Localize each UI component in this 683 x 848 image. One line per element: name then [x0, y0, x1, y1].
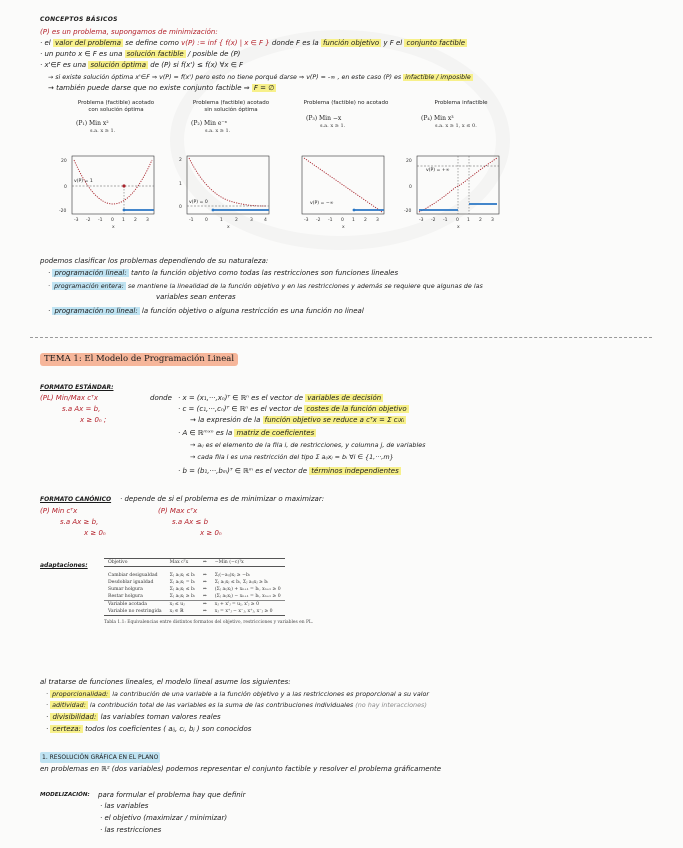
tema-title: TEMA 1: El Modelo de Programación Lineal — [40, 353, 238, 366]
def-a-row: → cada fila i es una restricción del tipo Σ aᵢⱼxⱼ = bᵢ ∀i ∈ {1,···,m} — [190, 453, 394, 461]
supuesto-item: · proporcionalidad: la contribución de una variable a la función objetivo y a las restricciones es proporcional a su valor — [46, 690, 430, 698]
plot-3-figure — [288, 148, 400, 232]
plot-2-xtick: 2 — [235, 218, 238, 223]
adaptaciones-label: adaptaciones: — [40, 562, 88, 569]
def-b: · b = (b₁,···,bₘ)ᵀ ∈ ℝᵐ es el vector de términos independientes — [178, 467, 399, 475]
table-header-cell: −Min (−c)ᵀx — [211, 559, 285, 567]
estandar-model-constraint: s.a Ax = b, — [62, 405, 101, 413]
plot-2-ytick: 2 — [179, 158, 182, 163]
supuesto-item: · certeza: todos los coeficientes ( aᵢⱼ, cᵢ, bⱼ ) son conocidos — [46, 725, 252, 733]
table-header-cell: Objetivo — [104, 559, 166, 567]
table-cell: Σⱼ aᵢⱼxⱼ ≤ bᵢ — [169, 586, 195, 592]
plot-4-constraint: s.a. x ≥ 1, x ≤ 0. — [435, 123, 477, 129]
plot-2-constraint: s.a. x ≥ 1. — [205, 128, 231, 134]
plot-2-problem: (P₂) Min e⁻ˣ — [191, 120, 228, 127]
classification-item: · programación no lineal: la función objetivo o alguna restricción es una función no lineal — [48, 307, 364, 315]
supuesto-item: · aditividad: la contribución total de las variables es la suma de las contribuciones individuales (no hay interacciones) — [46, 701, 427, 709]
table-row — [104, 579, 285, 586]
plot-1-xtick: 3 — [146, 218, 149, 223]
plot-3-xtick: 2 — [364, 218, 367, 223]
formato-canonico-heading: FORMATO CANÓNICO — [40, 496, 112, 503]
plot-4-ytick: 20 — [406, 159, 412, 164]
plot-4-xtick: 3 — [491, 218, 494, 223]
table-cell: Variable acotada — [104, 600, 166, 608]
estandar-model-objective: (PL) Min/Max cᵀx — [40, 394, 98, 402]
classification-item: · programación entera: se mantiene la linealidad de la función objetivo y en las restricciones y además se requiere que algunas de las — [48, 282, 483, 290]
table-cell: ⇔ — [202, 593, 207, 599]
donde-label: donde — [150, 394, 172, 402]
plot-2-xtick: 1 — [220, 218, 223, 223]
table-row — [104, 586, 285, 593]
table-header-cell: Max cᵀx — [166, 559, 199, 567]
resolucion-heading: 1. RESOLUCIÓN GRÁFICA EN EL PLANO — [42, 754, 159, 761]
classification-item-cont: variables sean enteras — [156, 293, 236, 301]
plot-2-xlabel: x — [227, 225, 230, 230]
table-cell: xⱼ ≤ uⱼ — [166, 600, 199, 608]
plot-2-ytick: 0 — [179, 205, 182, 210]
table-cell: Σⱼ aᵢⱼxⱼ ≤ bᵢ — [169, 572, 195, 578]
plot-1-xtick: 2 — [134, 218, 137, 223]
table-cell: (Σⱼ aᵢⱼxⱼ) + xₙ₊₁ = bᵢ, xₙ₊₁ ≥ 0 — [214, 586, 281, 592]
table-header-cell: ⇔ — [199, 559, 211, 567]
table-cell: xⱼ + x'ⱼ = uⱼ, x'ⱼ ≥ 0 — [211, 600, 285, 608]
plot-3-xlabel: x — [342, 225, 345, 230]
plot-1 — [58, 100, 170, 230]
canonico-min-objective: (P) Min cᵀx — [40, 507, 78, 515]
intro-line-2: · el valor del problema se define como v(P) := inf { f(x) | x ∈ F } donde F es la función objetivo y F el conjunto factible — [40, 39, 466, 47]
plot-1-xtick: -2 — [86, 218, 91, 223]
intro-line-6: → también puede darse que no existe conjunto factible ⇒ F = ∅ — [48, 84, 275, 92]
plot-4-figure — [403, 148, 515, 232]
plot-1-ytick: -20 — [59, 209, 67, 214]
plot-1-title: Problema (factible) acotado con solución óptima — [77, 100, 155, 113]
table-cell: Σⱼ aᵢⱼxⱼ ≤ bᵢ, Σⱼ aᵢⱼxⱼ ≥ bᵢ — [214, 579, 269, 585]
plot-4-annotation: v(P) = +∞ — [426, 168, 450, 173]
plot-2-annotation: v(P) = 0 — [189, 200, 208, 205]
plot-4-xtick: 1 — [467, 218, 470, 223]
plot-1-xlabel: x — [112, 225, 115, 230]
modelizacion-text: para formular el problema hay que definir — [98, 791, 246, 799]
plot-1-figure — [58, 148, 170, 232]
plot-2 — [173, 100, 285, 230]
plot-3-constraint: s.a. x ≥ 1. — [320, 123, 346, 129]
intro-line-1: (P) es un problema, supongamos de minimización: — [40, 28, 218, 36]
classification-intro: podemos clasificar los problemas dependiendo de su naturaleza: — [40, 257, 269, 265]
table-cell: ⇔ — [202, 586, 207, 592]
table-cell: Cambiar desigualdad — [108, 572, 158, 578]
def-a: · A ∈ ℝᵐˣⁿ es la matriz de coeficientes — [178, 429, 315, 437]
intro-line-4: · x'∈F es una solución óptima de (P) si f(x') ≤ f(x) ∀x ∈ F — [40, 61, 244, 69]
plot-1-xtick: 1 — [122, 218, 125, 223]
plot-3-xtick: 3 — [376, 218, 379, 223]
plot-4-problem: (P₄) Min x³ — [421, 115, 454, 122]
plot-3-xtick: -1 — [328, 218, 333, 223]
plot-3-title: Problema (factible) no acotado — [303, 100, 389, 106]
modelizacion-item: · el objetivo (maximizar / minimizar) — [100, 814, 228, 822]
plot-4-xtick: -2 — [431, 218, 436, 223]
plot-4-xtick: -1 — [443, 218, 448, 223]
plot-2-ytick: 1 — [179, 182, 182, 187]
plot-1-constraint: s.a. x ≥ 1. — [90, 128, 116, 134]
table-cell: (Σⱼ aᵢⱼxⱼ) − xₙ₊₁ = bᵢ, xₙ₊₁ ≥ 0 — [214, 593, 281, 599]
classification-item: · programación lineal: tanto la función objetivo como todas las restricciones son funciones lineales — [48, 269, 399, 277]
plot-4-ytick: -20 — [404, 209, 412, 214]
modelizacion-label: MODELIZACIÓN: — [40, 792, 90, 798]
plot-2-feasible-start — [212, 209, 215, 212]
table-cell: xⱼ = x⁺ⱼ − x⁻ⱼ, x⁺ⱼ, x⁻ⱼ ≥ 0 — [211, 608, 285, 616]
intro-line-3: · un punto x ∈ F es una solución factible / posible de (P) — [40, 50, 241, 58]
table-cell: Sumar holgura — [108, 586, 143, 592]
table-cell: xⱼ ∈ ℝ — [166, 608, 199, 616]
formato-estandar-heading: FORMATO ESTÁNDAR: — [40, 384, 114, 391]
plot-2-xtick: -1 — [189, 218, 194, 223]
table-row — [104, 600, 285, 608]
table-cell: ⇔ — [202, 579, 207, 585]
table-cell: Σⱼ aᵢⱼxⱼ = bᵢ — [169, 579, 195, 585]
table-header-row — [104, 559, 285, 567]
canonico-max-nonneg: x ≥ 0ₙ — [200, 529, 222, 537]
table-cell: Σⱼ aᵢⱼxⱼ ≥ bᵢ — [169, 593, 195, 599]
canonico-max-objective: (P) Max cᵀx — [158, 507, 198, 515]
plot-3-xtick: 1 — [352, 218, 355, 223]
plot-1-frame — [72, 156, 154, 214]
section-divider — [30, 337, 652, 338]
table-caption: Tabla 1.1: Equivalencias entre distintos formatos del objetivo, restricciones y variables en PL. — [104, 619, 314, 625]
def-a-elem: → aᵢⱼ es el elemento de la fila i, de restricciones, y columna j, de variables — [190, 441, 426, 449]
resolucion-line: en problemas en ℝ² (dos variables) podemos representar el conjunto factible y resolver el problema gráficamente — [40, 765, 442, 773]
plot-1-ytick: 20 — [61, 159, 67, 164]
table-cell: ⇔ — [199, 600, 211, 608]
canonico-min-nonneg: x ≥ 0ₙ — [84, 529, 106, 537]
plot-3-problem: (P₃) Min −x — [306, 115, 342, 122]
plot-3-xtick: -3 — [304, 218, 309, 223]
plot-1-feasible-start — [123, 209, 126, 212]
plot-1-optimum-point — [122, 184, 125, 187]
plot-2-frame — [187, 156, 269, 214]
plot-4-xlabel: x — [457, 225, 460, 230]
def-c-expr: → la expresión de la función objetivo se reduce a cᵀx = Σ cᵢxᵢ — [190, 416, 405, 424]
plot-1-xtick: 0 — [111, 218, 114, 223]
plot-3 — [288, 100, 400, 230]
plot-2-xtick: 3 — [250, 218, 253, 223]
plot-4-xtick: 2 — [479, 218, 482, 223]
estandar-model-nonneg: x ≥ 0ₙ ; — [80, 416, 107, 424]
plot-2-xtick: 0 — [205, 218, 208, 223]
def-c: · c = (c₁,···,cₙ)ᵀ ∈ ℝⁿ es el vector de costes de la función objetivo — [178, 405, 407, 413]
plot-1-xtick: -3 — [74, 218, 79, 223]
plot-1-ytick: 0 — [64, 185, 67, 190]
table-cell: ⇔ — [202, 572, 207, 578]
plot-3-annotation: v(P) = −∞ — [310, 201, 334, 206]
modelizacion-item: · las restricciones — [100, 826, 162, 834]
table-cell: ⇔ — [199, 608, 211, 616]
table-row — [104, 608, 285, 616]
supuesto-item: · divisibilidad: las variables toman valores reales — [46, 713, 221, 721]
plot-2-xtick: 4 — [264, 218, 267, 223]
plot-2-curve — [189, 158, 267, 206]
plot-4-xtick: 0 — [456, 218, 459, 223]
table-cell: Desdoblar igualdad — [108, 579, 154, 585]
plot-4 — [403, 100, 515, 230]
supuestos-intro: al tratarse de funciones lineales, el modelo lineal asume los siguientes: — [40, 678, 291, 686]
adaptaciones-table-wrap — [104, 558, 313, 625]
plot-3-feasible-start — [353, 209, 356, 212]
plot-1-xtick: -1 — [98, 218, 103, 223]
plot-2-title: Problema (factible) acotado sin solución óptima — [192, 100, 270, 113]
plot-1-annotation: v(P) = 1 — [74, 179, 93, 184]
intro-line-5: → si existe solución óptima x'∈F ⇒ v(P) = f(x') pero esto no tiene porqué darse ⇒ v(P) = -∞ , en este caso (P) es infactible / imposible — [48, 74, 471, 81]
plot-4-title: Problema infactible — [434, 100, 488, 106]
plot-4-ytick: 0 — [409, 185, 412, 190]
canonico-min-constraint: s.a Ax ≥ b, — [60, 518, 99, 526]
plots-row — [58, 100, 658, 240]
canonico-note: · depende de si el problema es de minimizar o maximizar: — [120, 495, 325, 503]
plot-2-figure — [173, 148, 285, 232]
def-x: · x = (x₁,···,xₙ)ᵀ ∈ ℝⁿ es el vector de variables de decisión — [178, 394, 382, 402]
section-label: CONCEPTOS BÁSICOS — [40, 16, 118, 23]
table-row — [104, 593, 285, 601]
table-cell: Restar holgura — [108, 593, 143, 599]
plot-1-problem: (P₁) Min x² — [76, 120, 109, 127]
table-row — [104, 572, 285, 579]
plot-4-xtick: -3 — [419, 218, 424, 223]
modelizacion-item: · las variables — [100, 802, 149, 810]
table-cell: Σⱼ(−aᵢⱼ)xⱼ ≥ −bᵢ — [214, 572, 250, 578]
table-cell: Variable no restringida — [104, 608, 166, 616]
canonico-max-constraint: s.a Ax ≤ b — [172, 518, 209, 526]
plot-3-xtick: -2 — [316, 218, 321, 223]
plot-3-xtick: 0 — [341, 218, 344, 223]
equivalences-table — [104, 558, 285, 616]
